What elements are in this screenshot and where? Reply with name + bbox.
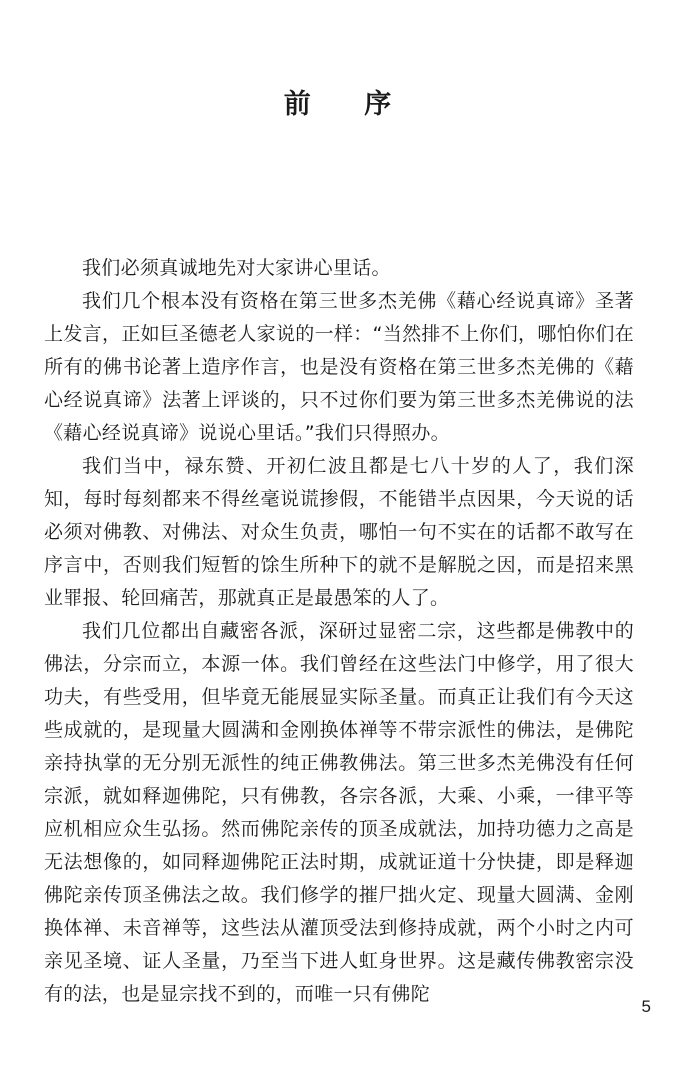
paragraph: 我们几位都出自藏密各派，深研过显密二宗，这些都是佛教中的佛法，分宗而立，本源一体。我们曾经在这些法门中修学，用了很大功夫，有些受用，但毕竟无能展显实际圣量。而真正让我们有今天这些成就的，是现量大圆满和金刚换体禅等不带宗派性的佛法，是佛陀亲持执掌的无分别无派性的纯正佛教佛法。第三世多杰羌佛没有任何宗派，就如释迦佛陀，只有佛教，各宗各派，大乘、小乘，一律平等应机相应众生弘扬。然而佛陀亲传的顶圣成就法，加持功德力之高是无法想像的，如同释迦佛陀正法时期，成就证道十分快捷，即是释迦佛陀亲传顶圣佛法之故。我们修学的摧尸拙火定、现量大圆满、金刚换体禅、未音禅等，这些法从灌顶受法到修持成就，两个小时之内可亲见圣境、证人圣量，乃至当下进人虹身世界。这是藏传佛教密宗没有的法，也是显宗找不到的，而唯一只有佛陀: [44, 620, 634, 1005]
paragraph: 我们必须真诚地先对大家讲心里话。: [82, 257, 391, 279]
page-title: 前 序: [283, 89, 414, 120]
paragraph: 我们当中，禄东赞、开初仁波且都是七八十岁的人了，我们深知，每时每刻都来不得丝毫说谎掺假，不能错半点因果，今天说的话必须对佛教、对佛法、对众生负责，哪怕一句不实在的话都不敢写在序言中，否则我们短暂的馀生所种下的就不是解脱之因，而是招来黑业罪报、轮回痛苦，那就真正是最愚笨的人了。: [44, 455, 634, 609]
body-text: [44, 252, 634, 1011]
page-number: 5: [641, 997, 651, 1016]
paragraph: 我们几个根本没有资格在第三世多杰羌佛《藉心经说真谛》圣著上发言，正如巨圣德老人家说的一样：“当然排不上你们，哪怕你们在所有的佛书论著上造序作言，也是没有资格在第三世多杰羌佛的《藉心经说真谛》法著上评谈的，只不过你们要为第三世多杰羌佛说的法《藉心经说真谛》说说心里话。”我们只得照办。: [44, 290, 634, 444]
